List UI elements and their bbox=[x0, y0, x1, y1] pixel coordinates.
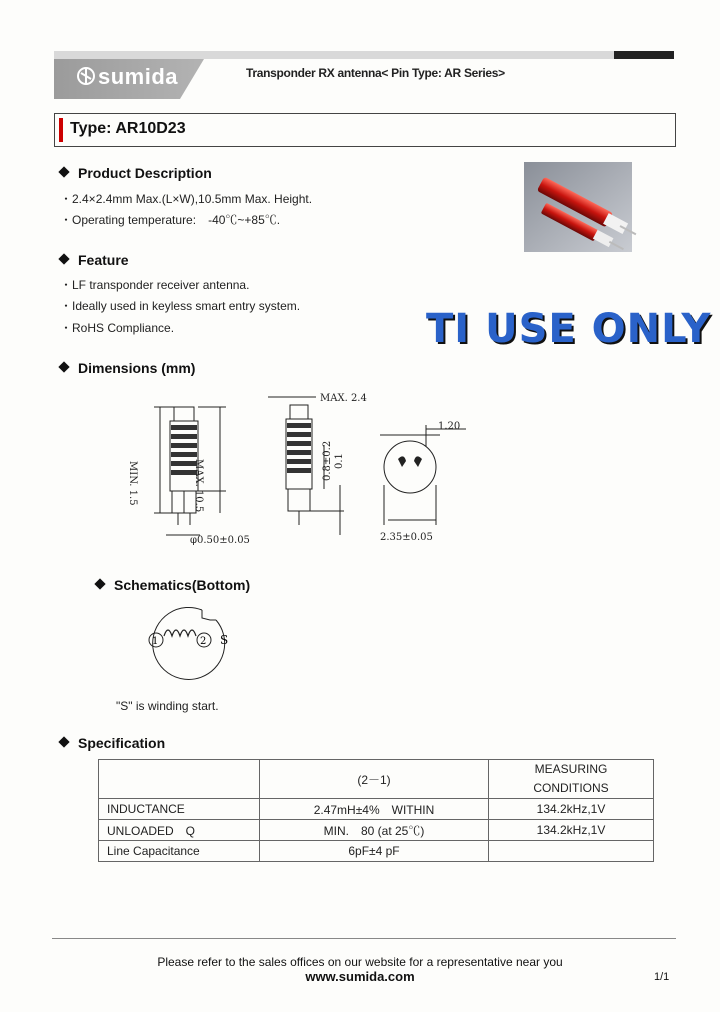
schematics-heading: Schematics(Bottom) bbox=[96, 577, 250, 593]
feature-line: ・RoHS Compliance. bbox=[60, 321, 175, 335]
footer-divider bbox=[52, 938, 676, 939]
page-number: 1/1 bbox=[654, 971, 670, 983]
type-label: Type: AR10D23 bbox=[70, 120, 186, 137]
dim-slot: 1.20 bbox=[438, 421, 461, 432]
coil-icon bbox=[164, 630, 196, 636]
schematic-drawing bbox=[140, 606, 240, 682]
bullet-diamond-icon bbox=[58, 736, 69, 747]
pin-2-label: 2 bbox=[200, 636, 207, 647]
bullet-diamond-icon bbox=[58, 253, 69, 264]
table-row: Line Capacitance 6pF±4 pF bbox=[99, 841, 654, 862]
header-bar bbox=[54, 51, 674, 59]
dim-body-diameter: 2.35±0.05 bbox=[380, 532, 433, 543]
product-photo bbox=[524, 162, 632, 252]
sumida-logo-icon bbox=[76, 66, 96, 86]
header-conditions: MEASURING CONDITIONS bbox=[489, 760, 654, 799]
table-row: INDUCTANCE 2.47mH±4% WITHIN 134.2kHz,1V bbox=[99, 799, 654, 820]
header-title: Transponder RX antenna< Pin Type: AR Series> bbox=[246, 66, 505, 80]
specification-heading: Specification bbox=[60, 735, 165, 751]
bullet-diamond-icon bbox=[94, 578, 105, 589]
bullet-diamond-icon bbox=[58, 361, 69, 372]
product-description-heading: Product Description bbox=[60, 165, 212, 181]
feature-line: ・Ideally used in keyless smart entry system. bbox=[60, 299, 301, 313]
dim-max-height: MAX. 10.5 bbox=[193, 459, 204, 513]
pin-1-label: 1 bbox=[152, 636, 159, 647]
logo-text: sumida bbox=[98, 64, 179, 89]
product-description-line: ・2.4×2.4mm Max.(L×W),10.5mm Max. Height. bbox=[60, 192, 313, 206]
feature-line: ・LF transponder receiver antenna. bbox=[60, 278, 250, 292]
dim-min-height: MIN. 1.5 bbox=[127, 461, 138, 506]
winding-start-mark: S bbox=[220, 633, 229, 647]
table-header-row bbox=[99, 760, 654, 799]
specification-table bbox=[98, 759, 654, 862]
front-cap bbox=[174, 407, 194, 421]
footer-url-link[interactable]: www.sumida.com bbox=[305, 969, 415, 984]
dim-pin-gap: 0.8±0.2 bbox=[322, 440, 333, 481]
product-description-line: ・Operating temperature: -40℃~+85℃. bbox=[60, 213, 281, 227]
dimensions-drawing bbox=[127, 385, 470, 555]
bottom-pins bbox=[398, 456, 422, 467]
dim-max-width: MAX. 2.4 bbox=[320, 393, 367, 404]
header-pins: (2－1) bbox=[260, 760, 489, 799]
ti-use-only-stamp: TI USE ONLY bbox=[426, 306, 712, 352]
dim-pin-gap-tolerance: 0.1 bbox=[334, 453, 345, 469]
feature-heading: Feature bbox=[60, 252, 129, 268]
table-row: UNLOADED Q MIN. 80 (at 25℃) 134.2kHz,1V bbox=[99, 820, 654, 841]
dim-pin-diameter: φ0.50±0.05 bbox=[190, 535, 250, 546]
footer-note: Please refer to the sales offices on our website for a representative near you bbox=[157, 955, 563, 969]
schematics-note: "S" is winding start. bbox=[116, 699, 219, 713]
dimensions-heading: Dimensions (mm) bbox=[60, 360, 195, 376]
bullet-diamond-icon bbox=[58, 166, 69, 177]
